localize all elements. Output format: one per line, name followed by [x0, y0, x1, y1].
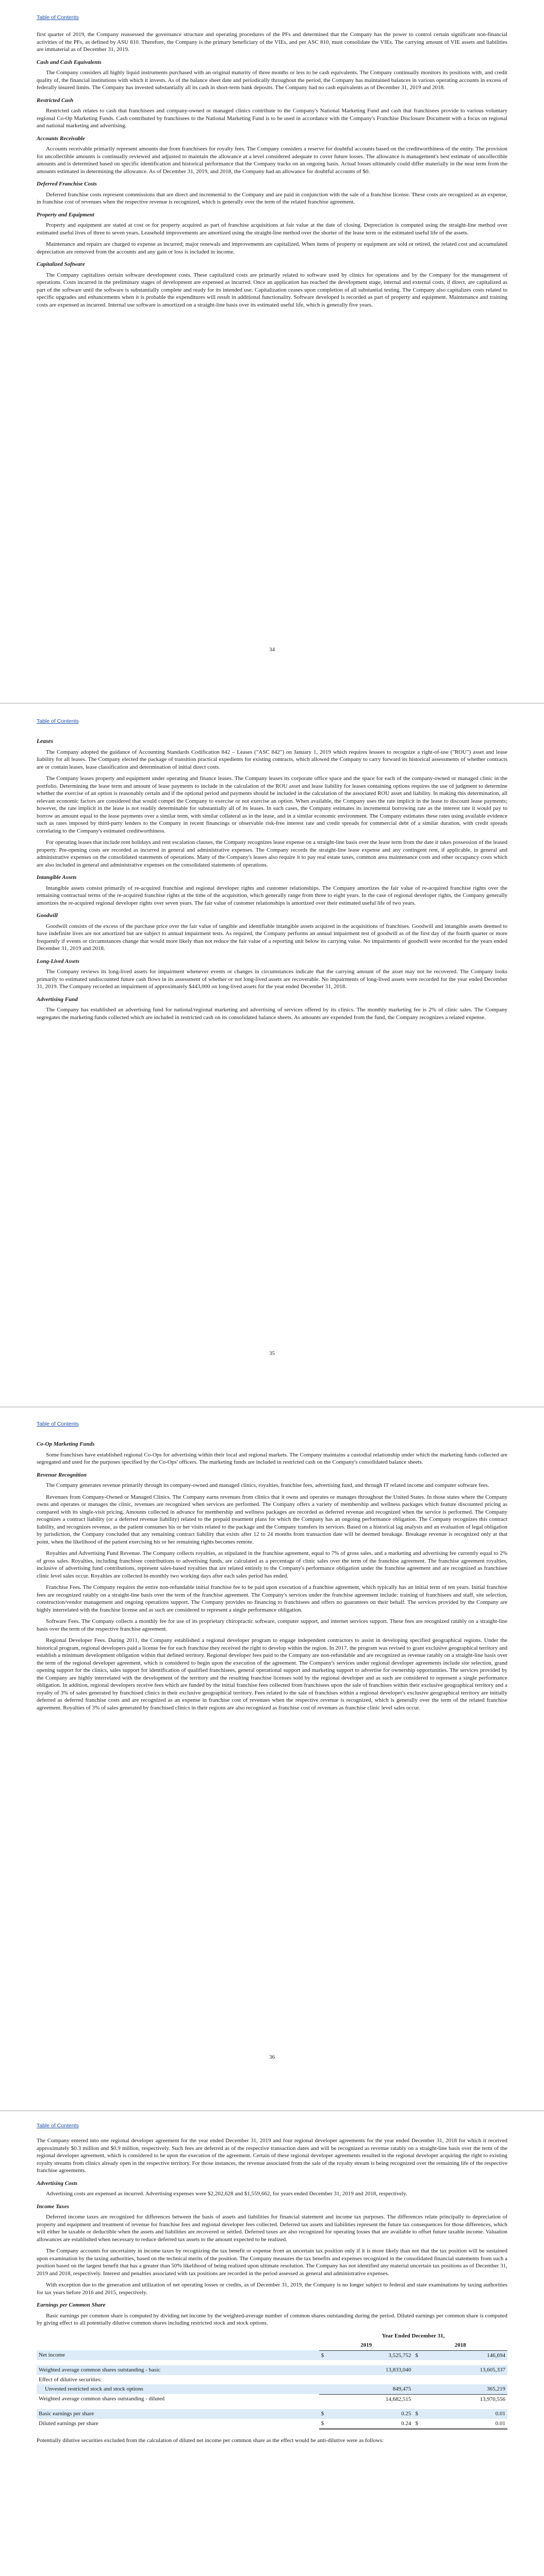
- paragraph: Deferred income taxes are recognized for differences between the basis of assets and liabilities for financial statement and income tax purposes. The differences relate principally to depreciation of property and equipment and treatment of revenue for franchise fees and regional developer fees collected. Deferred tax assets and liabilities represent the future tax consequences for those differences, which will either be taxable or deductible when the assets and liabilities are recovered or settled. Deferred taxes are also recognized for operating losses that are available to offset future taxable income. Valuation allowances are established when necessary to reduce deferred tax assets to the amount expected to be realized.: [37, 2214, 507, 2243]
- paragraph: The Company generates revenue primarily through its company-owned and managed clinics, royalties, franchise fees, advertising fund, and through IT related income and computer software fees.: [46, 1482, 489, 1488]
- currency-symbol: $: [319, 2409, 340, 2419]
- section-heading: Intangible Assets: [37, 874, 77, 880]
- paragraph: Some franchises have established regional Co-Ops for advertising within their local and regional markets. The Company maintains a custodial relationship under which the marketing funds collected are segregated and used for the purposes specified by the Co-Ops' officers. The marketing funds are included in restricted cash on the Company's consolidated balance sheets.: [37, 1451, 507, 1465]
- paragraph: The Company accounts for uncertainty in income taxes by recognizing the tax benefit or expense from an uncertain tax position only if it is more likely than not that the tax position will be sustained upon examination by the taxing authorities, based on the technical merits of the position. The Company measures the tax benefits and expenses recognized in the consolidated financial statements from such a position based on the largest benefit that has a greater than 50% likelihood of being realized upon ultimate resolution. The Company has not identified any material uncertain tax positions as of December 31, 2019 and 2018, respectively. Interest and penalties associated with tax positions are recorded in the period assessed as general and administrative expenses.: [37, 2248, 507, 2277]
- table-row: [37, 2394, 507, 2404]
- intro-paragraph: first quarter of 2019, the Company reassessed the governance structure and operating procedures of the PFs and determined that the Company has the power to control certain significant non-financial activities of the PFs, as defined by ASU 810. Therefore, the Company is the primary beneficiary of the VIEs, and per ASC 810, must consolidate the VIEs. The carrying amount of VIE assets and liabilities are immaterial as of December 31, 2019.: [37, 31, 507, 53]
- paragraph: For operating leases that include rent holidays and rent escalation clauses, the Company recognizes lease expense on a straight-line basis over the lease term from the date it takes possession of the leased property. Pre-opening costs are recorded as incurred in general and administrative expenses. The Company records the straight-line lease expense and any contingent rent, if applicable, in general and administrative expenses on the consolidated statements of operations. Many of the Company's leases also require it to pay real estate taxes, common area maintenance costs and other occupancy costs which are also included in general and administrative expenses on the consolidated statements of operations.: [37, 839, 507, 868]
- paragraph: Intangible assets consist primarily of re-acquired franchise and regional developer rights and customer relationships. The Company amortizes the fair value of re-acquired franchise rights over the remaining contractual terms of the re-acquired franchise rights at the time of the acquisition, which generally range from three to eight years. In the case of regional developer rights, the Company generally amortizes the re-acquired regional developer rights over seven years. The fair value of customer relationships is amortized over their estimated useful life of two years.: [37, 885, 507, 906]
- table-row: [37, 2365, 507, 2375]
- currency-symbol: $: [319, 2350, 340, 2360]
- section-heading: Earnings per Common Share: [37, 2302, 106, 2308]
- row-label: Unvested restricted stock and stock options: [37, 2384, 319, 2394]
- value-2018: 365,219: [434, 2384, 507, 2394]
- table-row: [37, 2409, 507, 2419]
- page-number: 36: [269, 2054, 275, 2060]
- page-35: [0, 704, 544, 1407]
- currency-symbol: $: [413, 2409, 434, 2419]
- section-heading: Deferred Franchise Costs: [37, 181, 97, 187]
- column-header-2018: 2018: [413, 2341, 507, 2350]
- page-37: [0, 2111, 544, 2576]
- table-row: [37, 2375, 507, 2385]
- currency-symbol: $: [413, 2350, 434, 2360]
- spacer-row: [37, 2404, 507, 2409]
- currency-symbol: $: [413, 2419, 434, 2429]
- row-label: Diluted earnings per share: [39, 2420, 98, 2427]
- paragraph: Royalties and Advertising Fund Revenue. The Company collects royalties, as stipulated in the franchise agreement, equal to 7% of gross sales, and a marketing and advertising fee currently equal to 2% of gross sales. Royalties, including franchisee contributions to advertising funds, are calculated as a percentage of clinic sales over the term of the franchise agreement. The franchise agreement royalties, inclusive of advertising fund contributions, represent sales-based royalties that are related entirely to the Company's performance obligation under the franchise agreement and are recognized as franchisee clinic level sales occur. Royalties are collected bi-monthly two working days after each sales period has ended.: [37, 1550, 507, 1579]
- intro-paragraph: The Company entered into one regional developer agreement for the year ended December 31, 2019 and four regional developer agreements for the year ended December 31, 2018 for which it received approximately $0.3 million and $0.9 million, respectively. Such fees are deferred as of the respective transaction dates and will be recognized as revenue ratably on a straight-line basis over the term of the regional developer agreement, which is considered to be upon the execution of the agreement. Certain of these regional developer agreements resulted in the regional developer acquiring the right to existing royalty streams from clinics already open in the respective territory. For those instances, the revenue associated from the sale of the royalty stream is being recognized over the remaining life of the respective franchise agreements.: [37, 2138, 507, 2174]
- paragraph: Maintenance and repairs are charged to expense as incurred; major renewals and improvements are capitalized. When items of property or equipment are sold or retired, the related cost and accumulated depreciation are removed from the accounts and any gain or loss is included in income.: [37, 241, 507, 255]
- value-2019: 14,682,515: [340, 2394, 413, 2404]
- paragraph: The Company leases property and equipment under operating and finance leases. The Company leases its corporate office space and the space for each of the company-owned or managed clinic in the portfolio. Determining the lease term and amount of lease payments to include in the calculation of the ROU asset and lease liability for leases containing options requires the use of judgment to determine whether the exercise of an option is reasonably certain and if the optional period and payments should be included in the calculation of the associated ROU asset and liability. In making this determination, all relevant economic factors are considered that would compel the Company to exercise or not exercise an option. When available, the Company uses the rate implicit in the lease to discount lease payments; however, the rate implicit in the lease is not readily determinable for substantially all of its leases. In such cases, the Company estimates its incremental borrowing rate as the interest rate it would pay to borrow an amount equal to the lease payments over a similar term, with similar collateral as in the lease, and in a similar economic environment. The Company estimates these rates using available evidence such as rates imposed by third-party lenders to the Company in recent financings or observable risk-free interest rate and credit spreads for commercial debt of a similar duration, with credit spreads correlating to the Company's estimated creditworthiness.: [37, 775, 507, 834]
- value-2018: 0.01: [434, 2409, 507, 2419]
- footnote-paragraph: Potentially dilutive securities excluded from the calculation of diluted net income per common share as the effect would be anti-dilutive were as follows:: [37, 2437, 384, 2444]
- table-of-contents-link[interactable]: Table of Contents: [37, 14, 79, 21]
- section-heading: Property and Equipment: [37, 211, 94, 218]
- section-heading: Restricted Cash: [37, 97, 74, 104]
- section-heading: Income Taxes: [37, 2203, 69, 2210]
- paragraph: The Company has established an advertising fund for national/regional marketing and advertising of services offered by its clinics. The monthly marketing fee is 2% of clinic sales. The Company segregates the marketing funds collected which are included in restricted cash on its consolidated balance sheets. As amounts are expended from the fund, the Company recognizes a related expense.: [37, 1007, 507, 1021]
- value-2018: 146,694: [434, 2350, 507, 2360]
- value-2019: 0.24: [340, 2419, 413, 2429]
- paragraph: The Company reviews its long-lived assets for impairment whenever events or changes in circumstances indicate that the carrying amount of the asset may not be recovered. The Company looks primarily to estimated undiscounted future cash flows in its assessment of whether or not long-lived assets are recoverable. No impairments of long-lived assets were recorded for the year ended December 31, 2019. The Company recorded an impairment of approximately $443,000 on long-lived assets for the year ended December 31, 2018.: [37, 969, 507, 990]
- page-36-content: [37, 1435, 507, 1716]
- paragraph: With exception due to the generation and utilization of net operating losses or credits, as of December 31, 2019, the Company is no longer subject to federal and state examinations by taxing authorities for tax years before 2016 and 2015, respectively.: [37, 2282, 507, 2296]
- section-heading: Advertising Fund: [37, 996, 78, 1003]
- page-37-content: [37, 2137, 507, 2449]
- table-row: [37, 2384, 507, 2394]
- row-label: Basic earnings per share: [37, 2409, 319, 2419]
- paragraph: Goodwill consists of the excess of the purchase price over the fair value of tangible and identifiable intangible assets acquired in the acquisitions of franchises. Goodwill and intangible assets deemed to have indefinite lives are not amortized but are subject to annual impairment tests. As required, the Company performs an annual impairment test of goodwill as of the first day of the fourth quarter or more frequently if events or circumstances change that would more likely than not reduce the fair value of a reporting unit below its carrying value. No impairments of goodwill were recorded for the years ended December 31, 2019 and 2018.: [37, 923, 507, 952]
- paragraph: The Company considers all highly liquid instruments purchased with an original maturity of three months or less to be cash equivalents. The Company continually monitors its positions with, and credit quality of, the financial institutions with which it invests. As of the balance sheet date and periodically throughout the period, the Company has maintained balances in various operating accounts in excess of federally insured limits. The Company has invested substantially all its cash in short-term bank deposits. The Company had no cash equivalents as of December 31, 2019 and 2018.: [37, 70, 507, 91]
- value-2019: 0.25: [340, 2409, 413, 2419]
- row-label: Weighted average common shares outstanding - diluted: [39, 2396, 165, 2402]
- value-2019: 13,833,040: [340, 2365, 413, 2375]
- table-of-contents-link[interactable]: Table of Contents: [37, 1421, 79, 1427]
- value-2019: 3,525,752: [340, 2350, 413, 2360]
- page-number: 35: [269, 1350, 275, 1357]
- paragraph: Regional Developer Fees. During 2011, the Company established a regional developer program to engage independent contractors to assist in developing specified geographical regions. Under the historical program, regional developers paid a license fee for each franchise they received the right to develop within the region. In 2017, the program was revised to grant exclusive geographical territory and establish a minimum development obligation within that defined territory. Regional developer fees paid to the Company are non-refundable and are recognized as revenue ratably on a straight-line basis over the term of the regional developer agreement, which is considered to begin upon the execution of the agreement. The Company's services under regional developer agreements include site selection, grand opening support for the clinics, sales support for identification of qualified franchisees, general operational support and marketing support to advertise for ownership opportunities. The services provided by the Company are highly interrelated with the development of the territory and the resulting franchise licenses sold by the regional developer and as such are considered to represent a single performance obligation. In addition, regional developers receive fees which are funded by the initial franchise fees collected from franchisees upon the sale of franchises within their exclusive geographical territory and a royalty of 3% of sales generated by franchised clinics in their exclusive geographical territory. Fees related to the sale of franchises within a regional developer's exclusive geographical territory are initially deferred as deferred franchise costs and are recognized as an expense in franchise cost of revenues when the respective revenue is recognized, which is generally over the term of the related franchise agreement. Royalties of 3% of sales generated by franchised clinics in their regions are also recognized as franchise cost of revenues as franchise clinic level sales occur.: [37, 1637, 507, 1711]
- value-2018: 13,970,556: [434, 2394, 507, 2404]
- section-heading: Cash and Cash Equivalents: [37, 59, 102, 65]
- paragraph: The Company capitalizes certain software development costs. These capitalized costs are primarily related to software used by clinics for operations and by the Company for the management of operations. Costs incurred in the preliminary stages of development are expensed as incurred. Once an application has reached the development stage, internal and external costs, if direct, are capitalized as part of the software until the software is substantially complete and ready for its intended use. Capitalization ceases upon completion of all substantial testing. The Company also capitalizes costs related to specific upgrades and enhancements when it is probable the expenditures will result in additional functionality. Software developed is recorded as part of property and equipment. Maintenance and training costs are expensed as incurred. Internal use software is amortized on a straight-line basis over its estimated useful life, which is generally five years.: [37, 272, 507, 308]
- section-heading: Advertising Costs: [37, 2180, 78, 2187]
- paragraph: Basic earnings per common share is computed by dividing net income by the weighted-average number of common shares outstanding during the period. Diluted earnings per common share is computed by giving effect to all potentially dilutive common shares including restricted stock and stock options.: [37, 2312, 507, 2326]
- row-label: Effect of dilutive securities:: [39, 2376, 102, 2383]
- page-35-content: [37, 734, 507, 1025]
- section-heading: Leases: [37, 738, 53, 744]
- row-label: Weighted average common shares outstanding - basic: [37, 2365, 319, 2375]
- paragraph: Accounts receivable primarily represent amounts due from franchisees for royalty fees. The Company considers a reserve for doubtful accounts based on the creditworthiness of the entity. The provision for uncollectible amounts is continually reviewed and adjusted to maintain the allowance at a level considered adequate to cover future losses. The allowance is management's best estimate of uncollectible amounts and is determined based on specific identification and historical performance that the Company tracks on an ongoing basis. Actual losses ultimately could differ materially in the near term from the amounts estimated in determining the allowance. As of December 31, 2019, and 2018, the Company had an allowance for doubtful accounts of $0.: [37, 146, 507, 175]
- page-36: [0, 1408, 544, 2111]
- paragraph: Franchise Fees. The Company requires the entire non-refundable initial franchise fee to be paid upon execution of a franchise agreement, which typically has an initial term of ten years. Initial franchise fees are recognized ratably on a straight-line basis over the term of the franchise agreement. The Company's services under the franchise agreement include: training of franchisees and staff, site selection, construction/vendor management and ongoing operations support. The Company provides no financing to franchisees and offers no guarantees on their behalf. The services provided by the Company are highly interrelated with the franchise license and as such are considered to represent a single performance obligation.: [37, 1584, 507, 1613]
- table-row: [37, 2419, 507, 2429]
- page-number: 34: [269, 647, 275, 653]
- currency-symbol: $: [319, 2419, 340, 2429]
- paragraph: Property and equipment are stated at cost or for property acquired as part of franchise acquisitions at fair value at the date of closing. Depreciation is computed using the straight-line method over estimated useful lives of three to seven years. Leasehold improvements are amortized using the straight-line method over the shorter of the lease term or the estimated useful life of the assets.: [37, 222, 507, 236]
- row-label: Net income: [37, 2350, 319, 2360]
- paragraph: Software Fees. The Company collects a monthly fee for use of its proprietary chiropractic software, computer support, and internet services support. These fees are recognized ratably on a straight-line basis over the term of the respective franchise agreement.: [37, 1618, 507, 1632]
- table-of-contents-link[interactable]: Table of Contents: [37, 718, 79, 724]
- table-header-row: [37, 2341, 507, 2350]
- paragraph: Advertising costs are expensed as incurred. Advertising expenses were $2,202,628 and $1,559,662, for years ended December 31, 2019 and 2018, respectively.: [46, 2191, 407, 2197]
- paragraph: The Company adopted the guidance of Accounting Standards Codification 842 – Leases ("ASC 842") on January 1, 2019 which requires lessees to recognize a right-of-use ("ROU") asset and lease liability for all leases. The Company elected the package of transition practical expedients for existing contracts, which allowed the Company to carry forward its historical assessments of whether contracts are or contain leases, lease classification and determination of initial direct costs.: [37, 749, 507, 770]
- table-of-contents-link[interactable]: Table of Contents: [37, 2123, 79, 2129]
- spacer-row: [37, 2360, 507, 2365]
- period-header: Year Ended December 31,: [382, 2332, 445, 2339]
- page-34-content: [37, 31, 507, 313]
- paragraph: Restricted cash relates to cash that franchisees and company-owned or managed clinics contribute to the Company's National Marketing Fund and cash that franchisees provide to various voluntary regional Co-Op Marketing Funds. Cash contributed by franchisees to the National Marketing Fund is to be used in accordance with the Company's Franchise Disclosure Document with a focus on regional and national marketing and advertising.: [37, 108, 507, 129]
- section-heading: Accounts Receivable: [37, 135, 85, 142]
- page-34: [0, 0, 544, 703]
- table-row: [37, 2350, 507, 2360]
- paragraph: Deferred franchise costs represent commissions that are direct and incremental to the Company and are paid in conjunction with the sale of a franchise license. These costs are recognized as an expense, in franchise cost of revenues when the respective revenue is recognized, which is generally over the term of the related franchise agreement.: [37, 191, 507, 205]
- section-heading: Co-Op Marketing Funds: [37, 1441, 95, 1447]
- section-heading: Capitalized Software: [37, 261, 85, 267]
- value-2019: 849,475: [340, 2384, 413, 2394]
- section-heading: Goodwill: [37, 912, 58, 919]
- paragraph: Revenues from Company-Owned or Managed Clinics. The Company earns revenues from clinics that it owns and operates or manages throughout the United States. In those states where the Company owns and operates or manages the clinic, revenues are recognized when services are performed. The Company offers a variety of membership and wellness packages which feature discounted pricing as compared with its single-visit pricing. Amounts collected in advance for membership and wellness packages are recorded as deferred revenue and recognized when the service is performed. The Company recognizes a contract liability (or a deferred revenue liability) related to the prepaid treatment plans for which the Company has an ongoing performance obligation. The Company recognizes this contract liability, and recognizes revenue, as the patient consumes his or her visits related to the package and the Company transfers its services. Based on a historical lag analysis and an evaluation of legal obligation by jurisdiction, the Company concluded that any remaining contract liability that exists after 12 to 24 months from transaction date will be deemed breakage. Breakage revenue is recognized only at that point, when the likelihood of the patient exercising his or her remaining rights becomes remote.: [37, 1494, 507, 1545]
- earnings-per-share-table: [37, 2331, 507, 2430]
- value-2018: 13,605,337: [434, 2365, 507, 2375]
- column-header-2019: 2019: [319, 2341, 414, 2350]
- table-header-row: [37, 2331, 507, 2341]
- section-heading: Long-Lived Assets: [37, 958, 79, 964]
- value-2018: 0.01: [434, 2419, 507, 2429]
- section-heading: Revenue Recognition: [37, 1471, 87, 1478]
